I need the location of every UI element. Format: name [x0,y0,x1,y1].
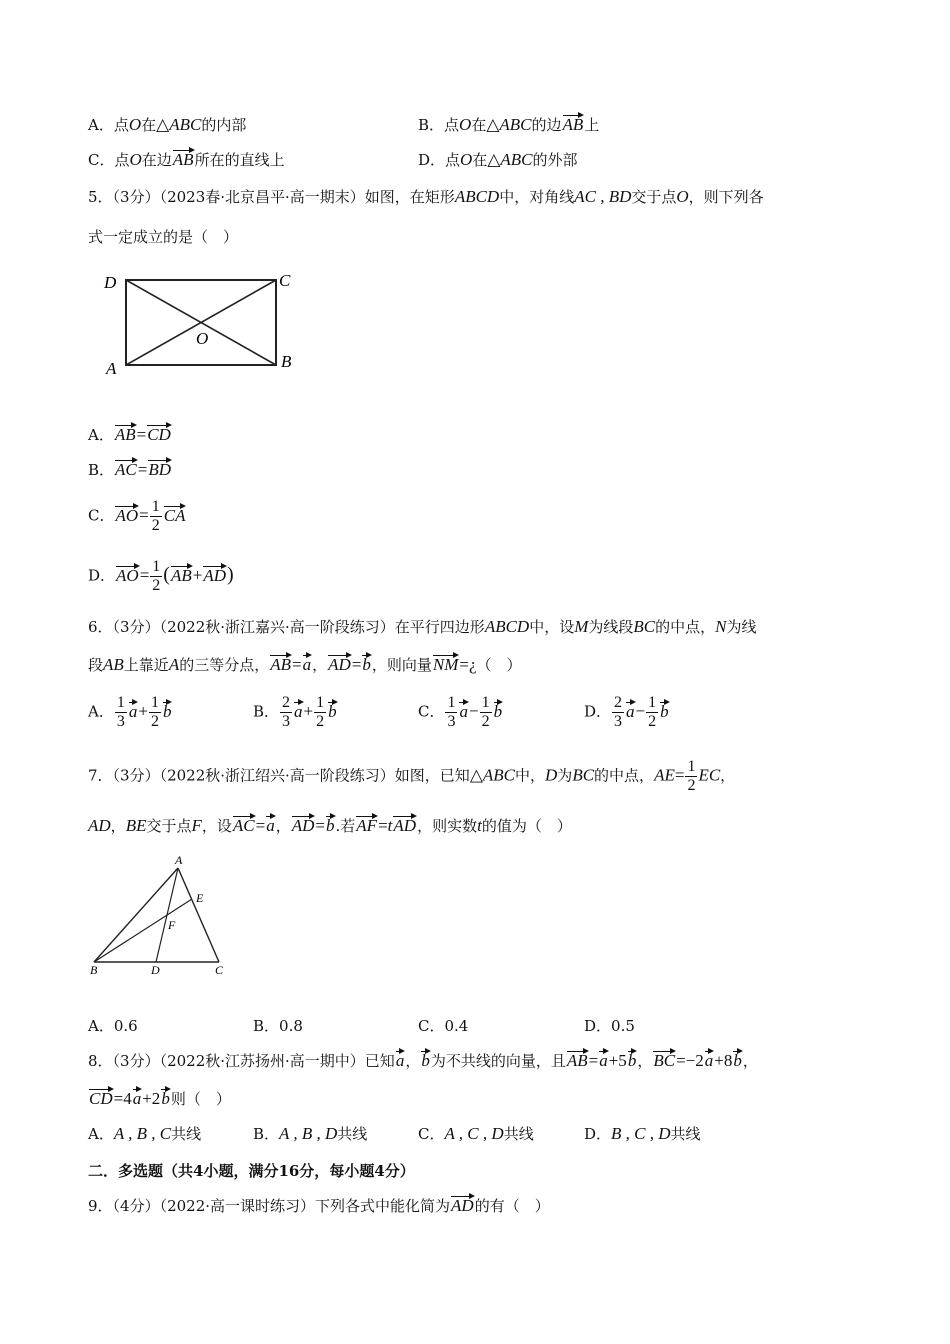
equals: = [292,655,302,674]
diagonals: AC , BD [574,187,632,206]
q8-option-b[interactable] [253,1123,367,1145]
equals: = [588,1051,599,1070]
vector-b: b [421,1051,430,1070]
text: 5．（3分）（2023春·北京昌平·高一期末）如图，在矩形 [88,188,455,206]
vector: AC [232,816,255,835]
segment-bc: BC [633,617,656,636]
vector: AD [203,565,227,585]
vector: AD [328,655,351,674]
segment-ad: AD [88,816,111,835]
fraction [150,498,162,535]
numerator: 1 [116,694,125,711]
points: B , C , D [611,1124,671,1143]
numerator: 1 [687,758,696,775]
q4-option-b[interactable] [418,114,599,136]
q7-stem-line1 [88,758,735,795]
vector: AB [562,115,584,134]
text: 中，设 [529,618,575,636]
text: ，则实数 [417,817,478,835]
vector: AB [270,655,291,674]
denominator: 2 [151,517,160,534]
text: 共线 [337,1125,368,1143]
denominator: 2 [687,777,696,794]
option-label: B．点 [418,116,460,134]
text: （ ） [476,656,522,674]
rect-name: ABCD [454,187,500,206]
fraction [445,694,457,731]
denominator: 2 [481,713,490,730]
point-o: O [129,150,142,169]
point-n: N [715,617,727,636]
label-d: D [104,273,117,292]
label-e: E [196,891,204,905]
numerator: 2 [614,694,623,711]
text: 的外部 [532,151,578,169]
q8-stem-line2 [88,1088,231,1110]
vector: NM [432,655,459,674]
q6-stem-line1 [88,616,757,638]
numerator: 1 [447,694,456,711]
text: 的内部 [201,116,247,134]
q5-option-a[interactable] [88,424,172,446]
numerator: 1 [648,694,657,711]
section-title: 二．多选题（共4小题，满分16分，每小题4分） [88,1162,415,1180]
vector: AC [115,460,137,479]
text: ，则向量 [371,656,432,674]
numerator: 1 [481,694,490,711]
denominator: 2 [152,577,161,594]
fraction [480,694,492,731]
denominator: 2 [648,713,657,730]
text: ， [405,1052,421,1070]
option-label: D．点 [418,151,461,169]
text: 所在的直线上 [194,151,285,169]
side-ac [178,868,219,962]
option-label: B． [88,461,115,479]
q6-option-a[interactable] [88,694,172,731]
vector: AD [291,816,315,835]
fraction [646,694,658,731]
variable-t: t [387,816,393,835]
option-label: C． [418,1125,445,1143]
text: .若 [335,817,356,835]
text: 8．（3分）（2022秋·江苏扬州·高一期中）已知 [88,1052,395,1070]
equals: = [315,816,325,835]
q8-option-a[interactable] [88,1123,201,1145]
equals: = [139,505,149,525]
text: 在 [471,116,487,134]
fraction [149,694,161,731]
equals: = [139,565,150,585]
equals: = [351,655,362,674]
equals: = [674,765,685,785]
vector: AO [115,505,139,525]
text: 9．（4分）（2022·高一课时练习）下列各式中能化简为 [88,1197,451,1215]
text: 7．（3分）（2022秋·浙江绍兴·高一阶段练习）如图，已知 [88,766,470,785]
vector: CA [163,505,186,525]
point-d: D [545,765,558,785]
vector: CD [89,1089,113,1108]
vector-a: a [395,1051,405,1070]
equals: = [137,460,148,479]
label-f: F [168,918,176,932]
text: 上 [584,116,600,134]
triangle-name: ABC [500,150,533,169]
option-label: C． [418,702,445,721]
text: 在边 [141,151,172,169]
vector-b: b [493,701,503,721]
text: ，则下列各 [688,188,764,206]
q9-stem [88,1195,550,1217]
q7-option-d[interactable]: D．0.5 [584,1017,635,1035]
vector: AB [172,150,194,169]
text: 为线 [726,618,757,636]
option-label: A．点 [88,116,129,134]
numerator: 1 [316,694,325,711]
triangle-icon: △ [487,150,501,169]
triangle-icon: △ [156,115,170,134]
option-label: D． [88,566,116,585]
label-b: B [281,352,292,371]
vector: AO [116,565,139,585]
coefficient: +2 [142,1089,161,1108]
option-label: A． [88,1125,114,1143]
q7-stem-line2 [88,815,572,837]
segment-bc: BC [572,765,595,785]
numerator: 2 [282,694,291,711]
text: 为 [557,766,573,785]
vector-a: a [128,701,138,721]
point-o: O [128,115,142,134]
point-a: A [168,655,180,674]
fraction [280,694,292,731]
numerator: 1 [151,498,160,515]
text: ， [637,1052,653,1070]
vector-b: b [733,1051,742,1070]
label-a: A [175,853,183,867]
triangle-icon: △ [469,765,483,785]
equals: = [459,655,469,674]
vector: AB [114,425,136,444]
q6-option-c[interactable] [418,694,503,731]
plus: + [192,565,203,585]
fraction [115,694,127,731]
vector: AF [356,816,378,835]
placeholder-glyph: ¿ [468,655,477,674]
point-o: O [460,150,473,169]
equals-coefficient: =−2 [676,1051,704,1070]
side-ab [94,868,178,962]
text: 的中点， [594,766,655,785]
equals: = [255,816,266,835]
q7-triangle-figure [84,852,234,978]
text: 上靠近 [123,656,169,674]
denominator: 3 [116,713,125,730]
q8-option-c[interactable] [418,1123,534,1145]
text: 交于点 [631,188,677,206]
vector: AB [566,1051,588,1070]
option-label: D． [584,1125,612,1143]
text: 的三等分点， [179,656,270,674]
text: 共线 [670,1125,701,1143]
text: 中，对角线 [499,188,575,206]
q5-rectangle-figure [96,264,306,380]
segment-ae: AE [654,765,675,785]
denominator: 2 [150,713,159,730]
vector: CD [147,425,171,444]
fraction [685,758,697,795]
coefficient: +8 [714,1051,733,1070]
option-label: D． [584,702,612,721]
coefficient: +5 [608,1051,627,1070]
q5-stem-line2: 式一定成立的是（ ） [88,228,239,246]
fraction [314,694,326,731]
vector-a: a [599,1051,608,1070]
label-d: D [151,963,160,977]
q8-option-d[interactable] [584,1123,701,1145]
denominator: 3 [282,713,291,730]
vector-a: a [294,701,303,721]
vector: BC [653,1051,676,1070]
vector-a: a [266,816,275,835]
text: 中， [515,766,546,785]
operator: + [138,701,148,721]
point-o: O [676,187,689,206]
q5-option-b[interactable] [88,459,172,481]
q6-stem-line2 [88,654,522,676]
label-c: C [279,271,291,290]
vector-a: a [132,1089,142,1108]
text: 段 [88,656,104,674]
text: 6．（3分）（2022秋·浙江嘉兴·高一阶段练习）在平行四边形 [88,618,485,636]
paren-right: ) [227,563,234,586]
segment-be: BE [125,816,147,835]
option-label: B． [253,702,280,721]
option-label: C． [88,506,115,525]
text: 的边 [531,116,562,134]
vector-b: b [326,816,335,835]
segment-ec: EC [698,765,721,785]
vector-b: b [161,1089,170,1108]
q5-option-d[interactable] [88,558,234,595]
triangle-name: ABC [169,115,202,134]
operator: + [303,701,314,721]
vector-b: b [627,1051,637,1070]
label-c: C [215,963,224,977]
option-label: B． [253,1125,280,1143]
vector: AD [451,1196,474,1215]
text: ， [720,766,736,785]
q6-option-d[interactable] [584,694,670,731]
numerator: 1 [150,694,159,711]
triangle-name: ABC [499,115,532,134]
option-label: C．点 [88,151,130,169]
denominator: 3 [447,713,456,730]
point-f: F [191,816,202,835]
q6-option-b[interactable] [253,694,338,731]
option-label: A． [88,426,114,444]
point-o: O [459,115,472,134]
vector: BD [148,460,172,479]
numerator: 1 [152,558,161,575]
text: 则（ ） [170,1090,231,1108]
vector-b: b [660,701,669,721]
vector-a: a [704,1051,714,1070]
q4-option-a[interactable] [88,114,246,136]
equals: = [378,816,388,835]
segment-be [94,899,192,962]
variable-t: t [477,816,482,835]
q5-stem-line1 [88,186,764,208]
segment-ab: AB [103,655,124,674]
text: 的有（ ） [474,1197,550,1215]
equals-coefficient: =4 [113,1089,132,1108]
vector-a: a [459,701,468,721]
point-m: M [574,617,589,636]
q4-option-c[interactable] [88,149,285,171]
denominator: 2 [316,713,325,730]
q7-option-b[interactable]: B．0.8 [253,1017,303,1035]
para-name: ABCD [484,617,530,636]
text: 为线段 [588,618,634,636]
text: ， [742,1052,758,1070]
vector-a: a [302,655,312,674]
text: 的中点， [655,618,716,636]
denominator: 3 [614,713,623,730]
points: A , B , D [279,1124,338,1143]
text: 共线 [171,1125,202,1143]
text: ， [110,817,126,835]
text: 的值为（ ） [481,817,572,835]
vector: AB [170,565,192,585]
fraction [612,694,624,731]
text: 为不共线的向量，且 [430,1052,566,1070]
points: A , B , C [113,1124,172,1143]
vector: AD [393,816,417,835]
q7-option-a[interactable]: A．0.6 [88,1017,138,1035]
label-b: B [90,963,98,977]
option-label: A． [88,702,114,721]
text: ， [312,656,328,674]
q7-option-c[interactable]: C．0.4 [418,1017,469,1035]
vector-a: a [626,701,635,721]
q5-option-c[interactable] [88,498,186,535]
operator: − [635,701,646,721]
text: ，设 [201,817,232,835]
text: ， [275,817,291,835]
text: 交于点 [146,817,192,835]
text: 在 [141,116,157,134]
operator: − [468,701,479,721]
paren-left: ( [163,563,170,586]
triangle-name: ABC [482,765,515,785]
text: 共线 [503,1125,534,1143]
vector-b: b [362,655,371,674]
label-a: A [106,359,117,378]
fraction [150,558,162,595]
vector-b: b [328,701,337,721]
triangle-icon: △ [486,115,500,134]
label-o: O [196,329,209,348]
text: 在 [472,151,488,169]
vector-b: b [162,701,172,721]
q4-option-d[interactable] [418,149,578,171]
q8-stem-line1 [88,1050,758,1072]
equals: = [136,425,147,444]
points: A , C , D [444,1124,504,1143]
